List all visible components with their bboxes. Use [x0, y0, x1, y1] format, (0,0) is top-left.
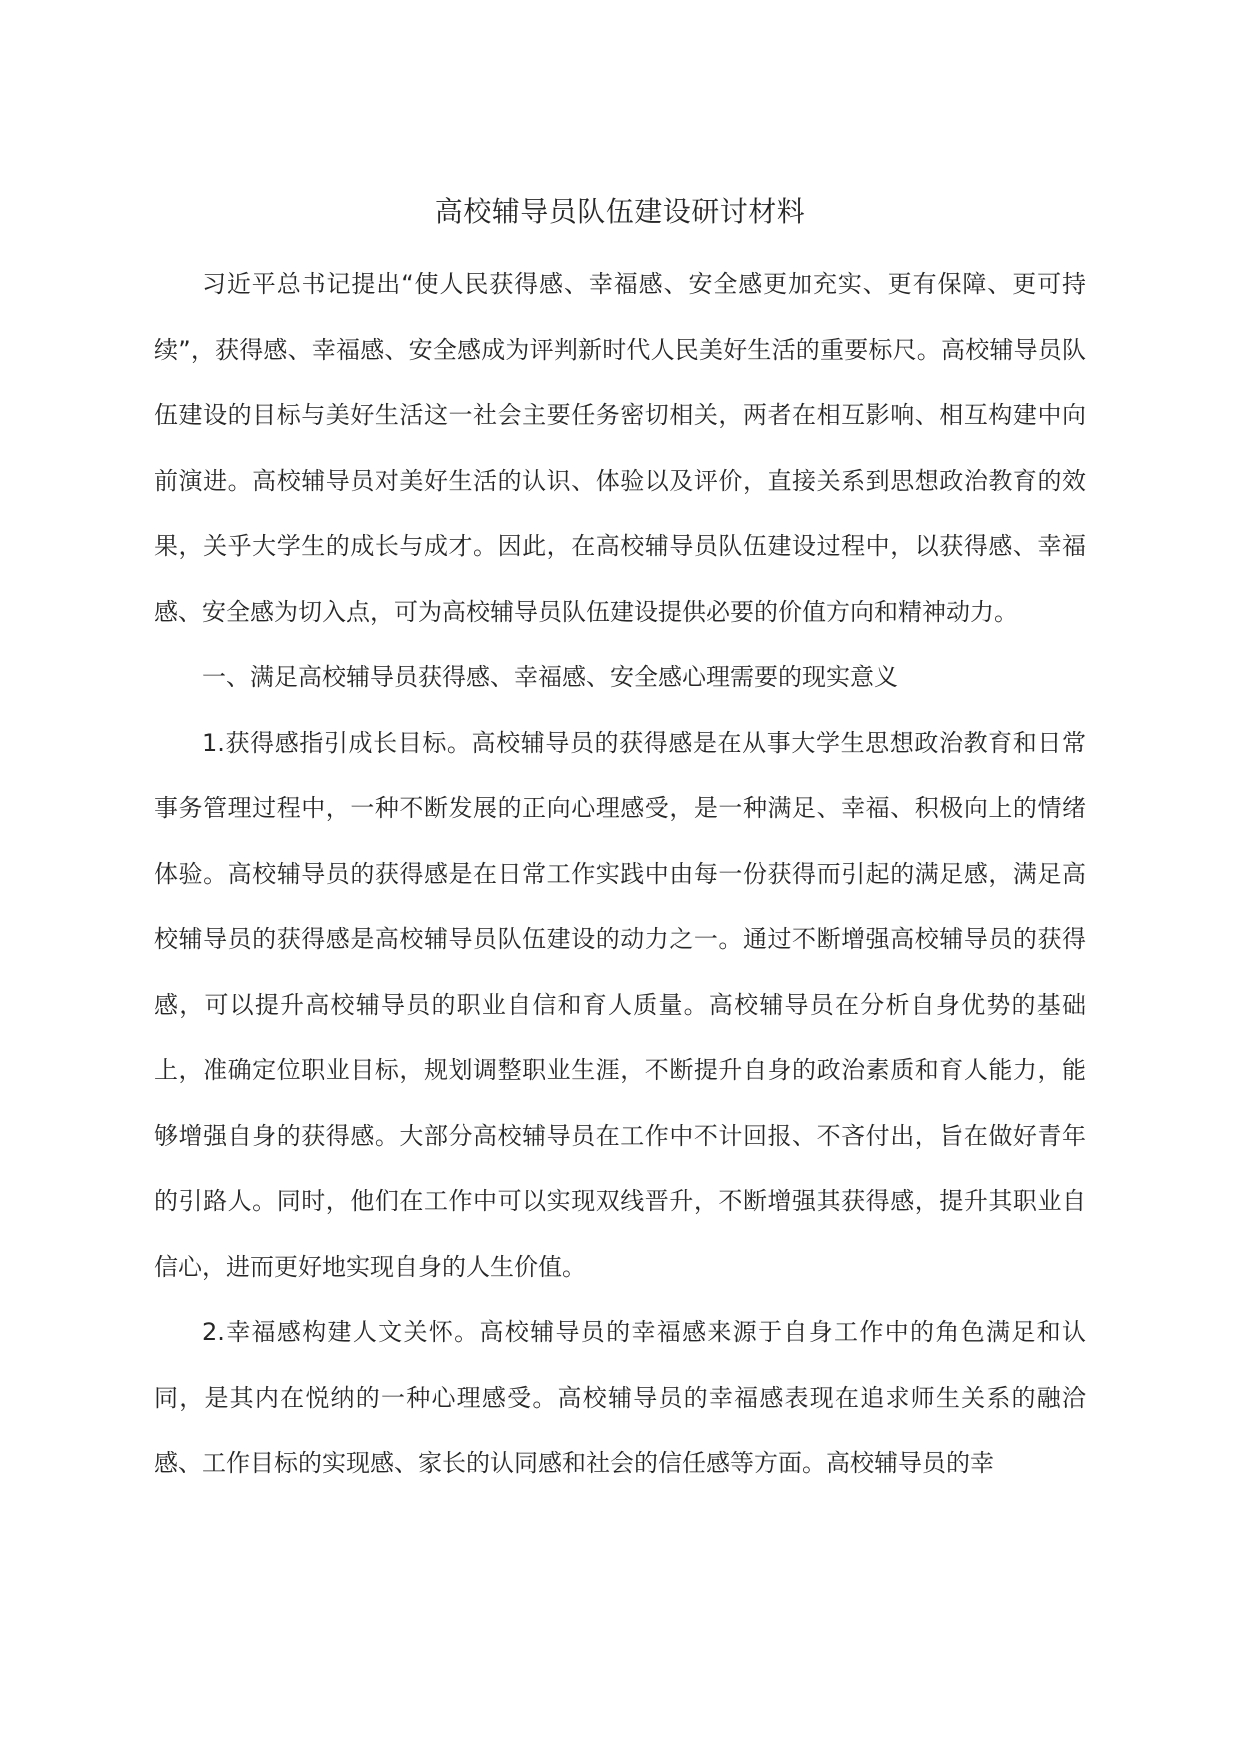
body-paragraph: 1.获得感指引成长目标。高校辅导员的获得感是在从事大学生思想政治教育和日常事务管理过程中，一种不断发展的正向心理感受，是一种满足、幸福、积极向上的情绪体验。高校辅导员的获得感是在日常工作实践中由每一份获得而引起的满足感，满足高校辅导员的获得感是高校辅导员队伍建设的动力之一。通过不断增强高校辅导员的获得感，可以提升高校辅导员的职业自信和育人质量。高校辅导员在分析自身优势的基础上，准确定位职业目标，规划调整职业生涯，不断提升自身的政治素质和育人能力，能够增强自身的获得感。大部分高校辅导员在工作中不计回报、不吝付出，旨在做好青年的引路人。同时，他们在工作中可以实现双线晋升，不断增强其获得感，提升其职业自信心，进而更好地实现自身的人生价值。 — [154, 728, 1086, 1281]
section-heading: 一、满足高校辅导员获得感、幸福感、安全感心理需要的现实意义 — [202, 663, 898, 691]
document-page — [154, 190, 1086, 1497]
intro-paragraph: 习近平总书记提出“使人民获得感、幸福感、安全感更加充实、更有保障、更可持续”，获得感、幸福感、安全感成为评判新时代人民美好生活的重要标尺。高校辅导员队伍建设的目标与美好生活这一社会主要任务密切相关，两者在相互影响、相互构建中向前演进。高校辅导员对美好生活的认识、体验以及评价，直接关系到思想政治教育的效果，关乎大学生的成长与成才。因此，在高校辅导员队伍建设过程中，以获得感、幸福感、安全感为切入点，可为高校辅导员队伍建设提供必要的价值方向和精神动力。 — [154, 270, 1086, 626]
document-title: 高校辅导员队伍建设研讨材料 — [434, 195, 806, 228]
body-paragraph: 2.幸福感构建人文关怀。高校辅导员的幸福感来源于自身工作中的角色满足和认同，是其内在悦纳的一种心理感受。高校辅导员的幸福感表现在追求师生关系的融洽感、工作目标的实现感、家长的认同感和社会的信任感等方面。高校辅导员的幸 — [154, 1318, 1086, 1477]
